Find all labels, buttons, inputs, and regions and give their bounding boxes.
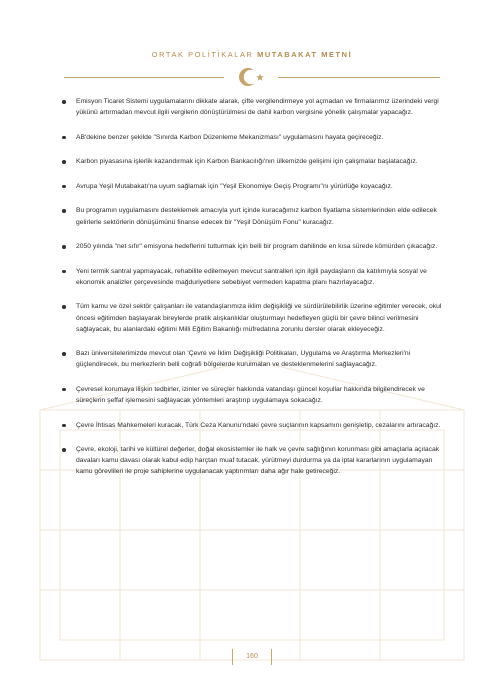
list-item: Bazı üniversitelerimizde mevcut olan 'Çevre ve İklim Değişikliği Politikaları, Uygulama ve Araştırma Merkezleri'ni güçlendirecek, bu merkezlerin belli coğrafi bölgelerde kurulmaları ve desteklenmelerini sağlayacağız. — [62, 348, 444, 370]
header-title — [0, 50, 504, 59]
list-item: Karbon piyasasına işlerlik kazandırmak için Karbon Bankacılığı'nın ülkemizde gelişimi için çalışmalar başlatacağız. — [62, 156, 444, 167]
list-item: AB'dekine benzer şekilde "Sınırda Karbon Düzenleme Mekanizması" uygulamasını hayata geçireceğiz. — [62, 132, 444, 143]
list-item: Yeni termik santral yapmayacak, rehabilite edilemeyen mevcut santralleri için ilgili paydaşların da katılımıyla sosyal ve ekonomik analizler çerçevesinde mağduriyetlere sebebiyet vermeden kapatma planı hazırlayacağız. — [62, 266, 444, 288]
list-item: Emisyon Ticaret Sistemi uygulamalarını dikkate alarak, çifte vergilendirmeye yol açmadan ve firmalarımız üzerindeki vergi yükünü artırmadan mevcut ilgili vergilerin dönüştürülmesi de dahil karbon vergisine yönelik çalışmalar yapacağız. — [62, 96, 444, 118]
page-number-bar-right — [271, 649, 272, 665]
list-item: 2050 yılında "net sıfır" emisyona hedeflerini tutturmak için belli bir program dahilinde en kısa sürede kömürden çıkacağız. — [62, 241, 444, 252]
list-item: Avrupa Yeşil Mutabakatı'na uyum sağlamak için "Yeşil Ekonomiye Geçiş Programı"nı yürürlüğe koyacağız. — [62, 181, 444, 192]
list-item: Çevre, ekoloji, tarihi ve kültürel değerler, doğal ekosistemler ile halk ve çevre sağlığının korunması gibi amaçlarla açılacak davaları kamu davası olarak kabul edip harçtan muaf tutacak, yürütmeyi durdurma ya da iptal kararlarının uygulamayan kamu görevlileri ile proje sahiplerine uygulanacak yaptırımları daha ağır hale getireceğiz. — [62, 444, 444, 477]
list-item: Çevre İhtisas Mahkemeleri kuracak, Türk Ceza Kanunu'ndaki çevre suçlarının kapsamını genişletip, cezalarını artıracağız. — [62, 420, 444, 431]
list-item: Tüm kamu ve özel sektör çalışanları ile vatandaşlarımıza iklim değişikliği ve sürdürülebilirlik üzerine eğitimler verecek, okul öncesi eğitimden başlayarak bireylerde pratik alışkanlıklar oluşturmayı hedefleyen güçlü bir çevre bilinci verilmesini sağlayacak, bu alanlardaki eğitimi Milli Eğitim Bakanlığı müfredatına zorunlu dersler olarak ekleyeceğiz. — [62, 301, 444, 334]
bullet-list — [62, 96, 444, 491]
page-number: 160 — [246, 653, 258, 660]
header-rule-left — [64, 77, 224, 78]
list-item: Bu programın uygulamasını desteklemek amacıyla yurt içinde kuracağımız karbon fiyatlama sistemlerinden elde edilecek gelirlerle sektörlerin dönüşümünü finanse edecek bir "Yeşil Dönüşüm Fonu" kuracağız. — [62, 205, 444, 227]
header-title-prefix: ORTAK POLİTİKALAR — [151, 50, 254, 59]
header-rule-right — [278, 77, 440, 78]
header-title-bold: MUTABAKAT METNİ — [257, 50, 353, 59]
list-item: Çevresel korumaya ilişkin tedbirler, izinler ve süreçler hakkında vatandaşı güncel koşullar hakkında bilgilendirecek ve süreçlerin şeffaf işlemesini sağlayacak yöntemleri araştırıp uygulamaya sokacağız. — [62, 384, 444, 406]
crescent-star-icon — [231, 65, 271, 89]
